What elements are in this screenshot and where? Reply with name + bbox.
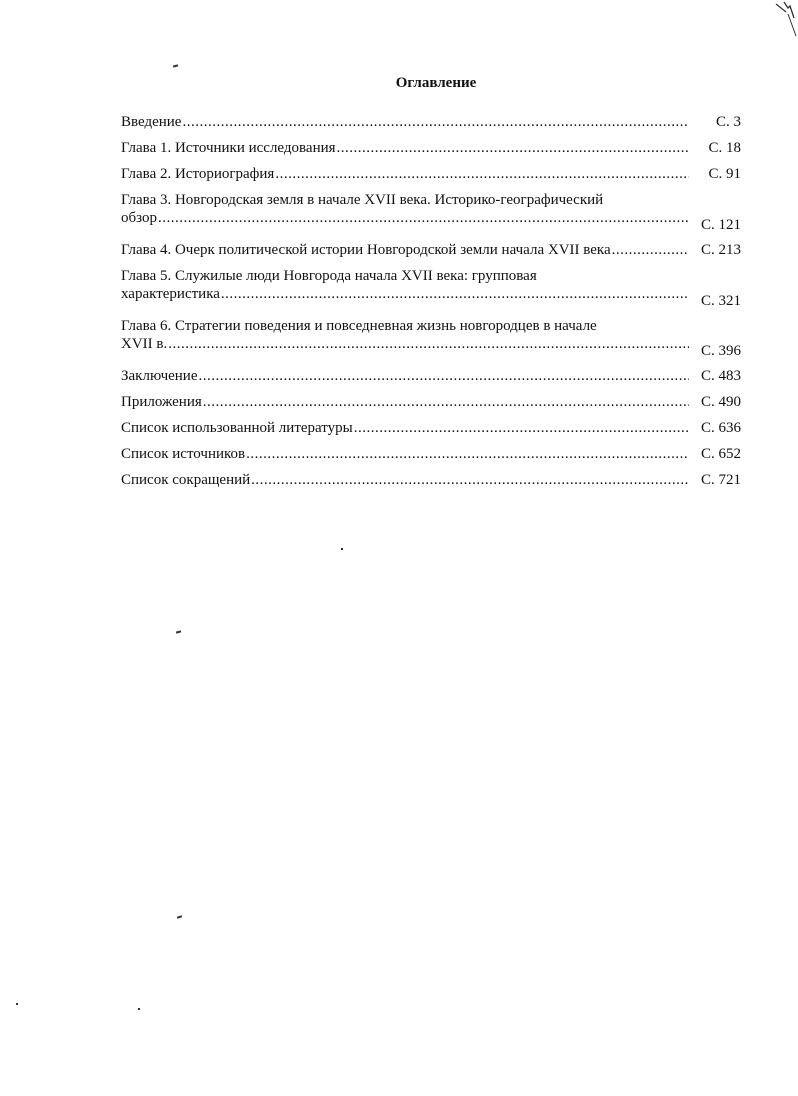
toc-entry-sources [121,445,741,463]
scan-speck [176,630,181,633]
toc-entry-label: XVII в. [121,336,168,352]
toc-page-number: С. 213 [700,242,741,258]
dot-leader [354,419,689,437]
dot-leader [158,209,689,227]
toc-entry-label: характеристика [121,286,220,302]
toc-entry-abbreviations [121,471,741,489]
toc-page-number: С. 483 [700,368,741,384]
toc-entry-bibliography [121,419,741,437]
toc-entry-label: Глава 1. Источники исследования [121,140,336,156]
toc-page-number: С. 490 [700,394,741,410]
scan-speck [341,548,343,550]
scan-speck [173,64,178,67]
scan-speck [177,915,182,919]
toc-page-number: С. 636 [700,420,741,436]
toc-page-number: С. 91 [708,166,741,182]
dot-leader [182,113,689,131]
toc-entry-conclusion [121,367,741,385]
dot-leader [221,285,689,303]
page-title: Оглавление [395,75,477,91]
toc-entry-chapter-5 [121,267,741,309]
toc-entry-chapter-6 [121,317,741,359]
toc-entry-title-line: Глава 6. Стратегии поведения и повседневная жизнь новгородцев в начале [121,318,597,334]
toc-page-number: С. 121 [700,217,741,233]
dot-leader [251,471,689,489]
toc-entry-chapter-3 [121,191,741,233]
toc-page-number: С. 321 [700,293,741,309]
toc-entry-title-line: Глава 3. Новгородская земля в начале XVII века. Историко-географический [121,192,604,208]
dot-leader [275,165,689,183]
toc-entry-label: Глава 4. Очерк политической истории Новгородской земли начала XVII века [121,242,611,258]
toc-entry-chapter-2 [121,165,741,183]
toc-page-number: С. 18 [708,140,741,156]
dot-leader [337,139,689,157]
dot-leader [199,367,690,385]
toc-entry-label: Глава 2. Историография [121,166,275,182]
toc-entry-label: обзор [121,210,157,226]
dot-leader [168,335,689,353]
toc-entry-label: Список сокращений [121,472,251,488]
toc-entry-label: Введение [121,114,182,130]
toc-page-number: С. 3 [715,114,741,130]
toc-page-number: С. 652 [700,446,741,462]
dot-leader [203,393,689,411]
toc-page-number: С. 721 [700,472,741,488]
scan-speck [138,1008,140,1010]
toc-entry-label: Список источников [121,446,246,462]
table-of-contents [121,110,741,489]
scan-speck [16,1003,18,1005]
corner-scratch-marks [758,0,798,40]
dot-leader [612,241,689,259]
toc-entry-label: Заключение [121,368,198,384]
toc-entry-label: Приложения [121,394,202,410]
toc-entry-title-line: Глава 5. Служилые люди Новгорода начала XVII века: групповая [121,268,537,284]
toc-entry-chapter-4 [121,241,741,259]
toc-page-number: С. 396 [700,343,741,359]
toc-entry-appendices [121,393,741,411]
toc-entry-label: Список использованной литературы [121,420,353,436]
dot-leader [246,445,689,463]
toc-entry-chapter-1 [121,139,741,157]
toc-entry-introduction [121,113,741,131]
